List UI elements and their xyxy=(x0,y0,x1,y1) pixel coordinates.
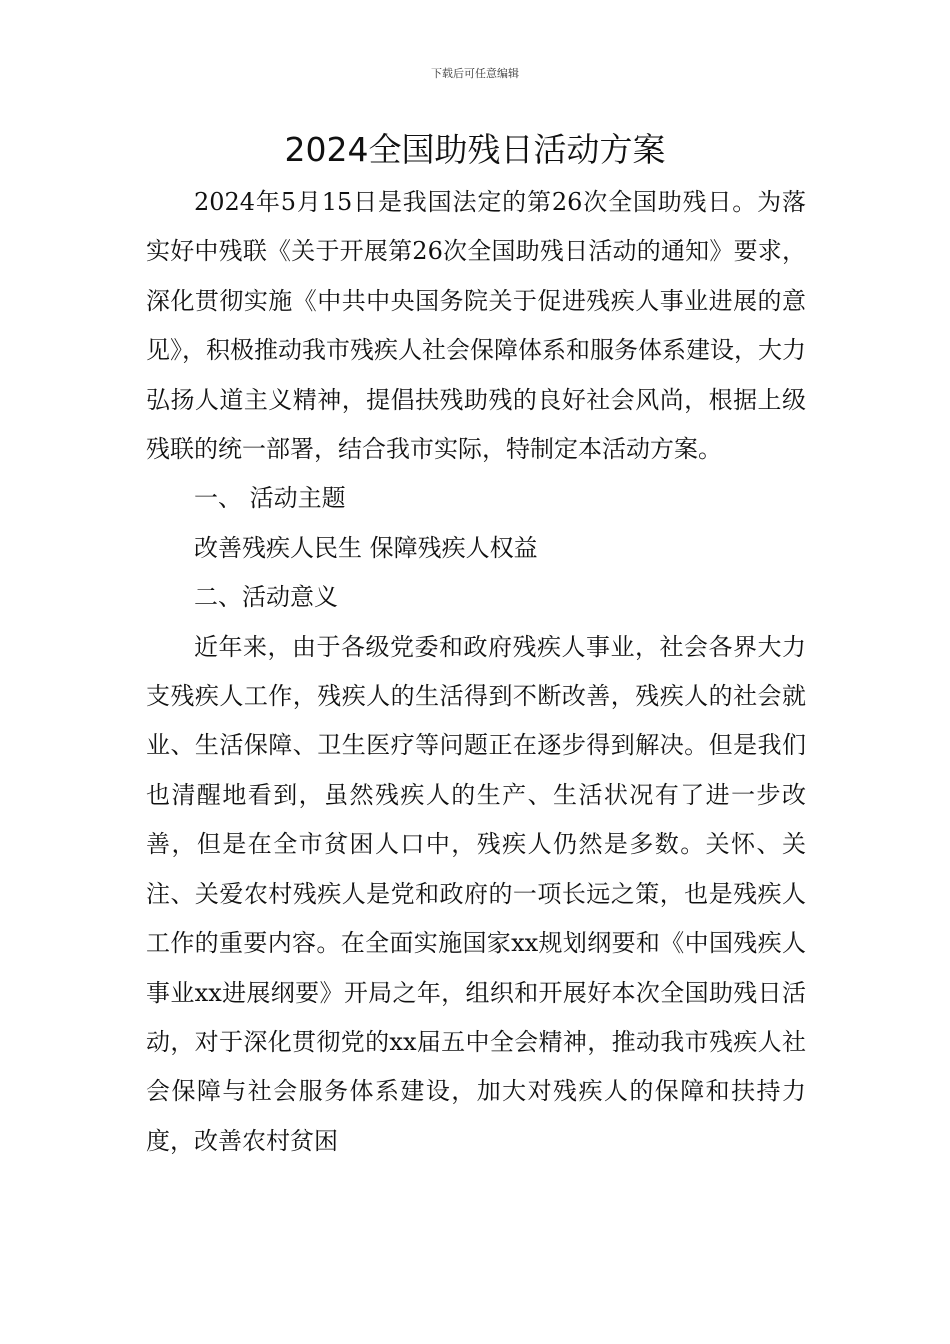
document-body xyxy=(146,178,806,1166)
header-note: 下载后可任意编辑 xyxy=(431,67,519,80)
section-heading-significance: 二、活动意义 xyxy=(194,583,338,612)
intro-paragraph: 2024年5月15日是我国法定的第26次全国助残日。为落实好中残联《关于开展第26次全国助残日活动的通知》要求，深化贯彻实施《中共中央国务院关于促进残疾人事业进展的意见》，积极推动我市残疾人社会保障体系和服务体系建设，大力弘扬人道主义精神，提倡扶残助残的良好社会风尚，根据上级残联的统一部署，结合我市实际，特制定本活动方案。 xyxy=(146,188,806,464)
significance-paragraph: 近年来，由于各级党委和政府残疾人事业，社会各界大力支残疾人工作，残疾人的生活得到不断改善，残疾人的社会就业、生活保障、卫生医疗等问题正在逐步得到解决。但是我们也清醒地看到，虽然残疾人的生产、生活状况有了进一步改善，但是在全市贫困人口中，残疾人仍然是多数。关怀、关注、关爱农村残疾人是党和政府的一项长远之策，也是残疾人工作的重要内容。在全面实施国家xx规划纲要和《中国残疾人事业xx进展纲要》开局之年，组织和开展好本次全国助残日活动，对于深化贯彻党的xx届五中全会精神，推动我市残疾人社会保障与社会服务体系建设，加大对残疾人的保障和扶持力度，改善农村贫困 xyxy=(146,632,806,1155)
theme-text: 改善残疾人民生 保障残疾人权益 xyxy=(194,533,538,562)
section-heading-theme: 一、 活动主题 xyxy=(194,484,346,513)
document-title: 2024全国助残日活动方案 xyxy=(284,130,666,169)
